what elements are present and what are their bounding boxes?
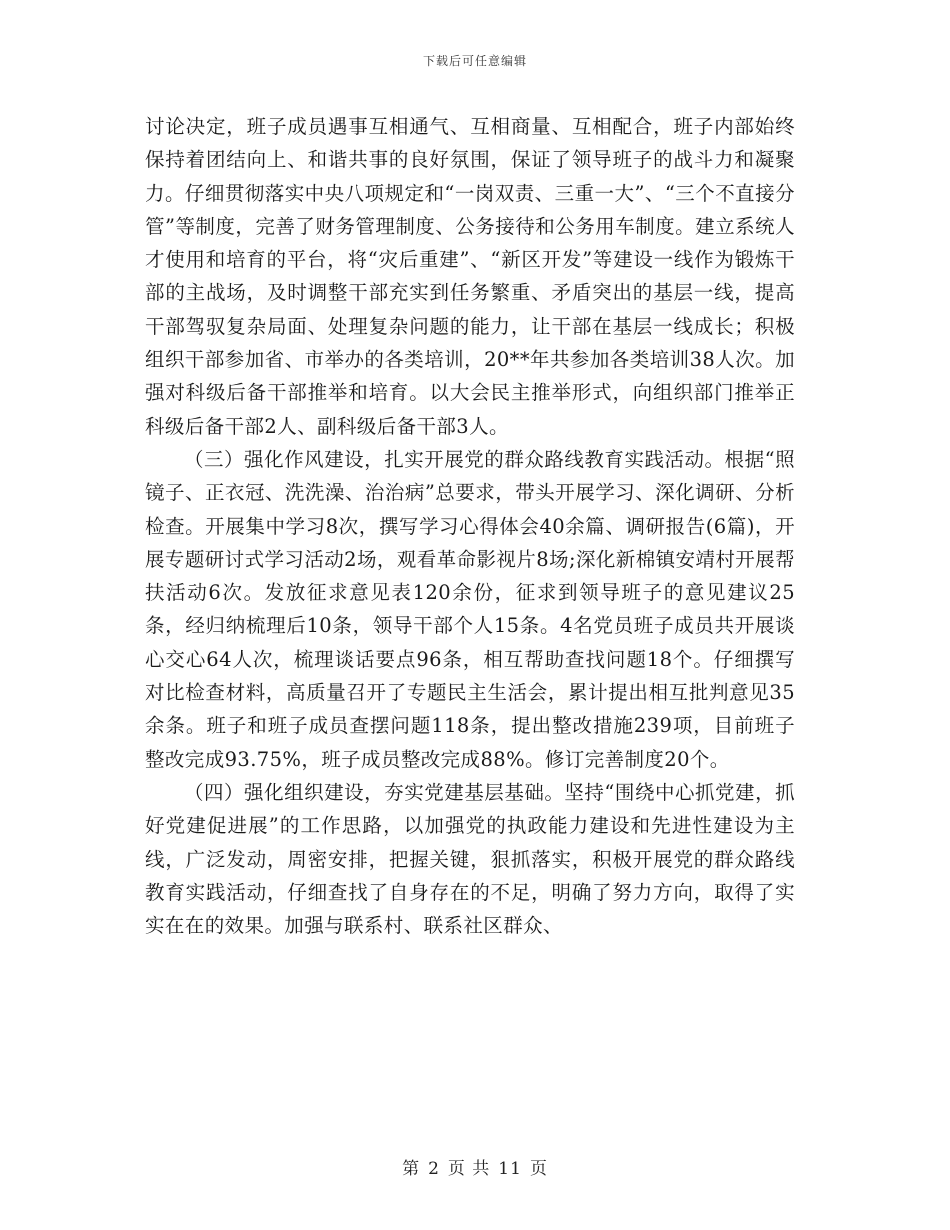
footer-prefix: 第	[402, 1159, 421, 1179]
paragraph-continuation: 讨论决定，班子成员遇事互相通气、互相商量、互相配合，班子内部始终保持着团结向上、和谐共事的良好氛围，保证了领导班子的战斗力和凝聚力。仔细贯彻落实中央八项规定和“一岗双责、三重一大”、“三个不直接分管”等制度，完善了财务管理制度、公务接待和公务用车制度。建立系统人才使用和培育的平台，将“灾后重建”、“新区开发”等建设一线作为锻炼干部的主战场，及时调整干部充实到任务繁重、矛盾突出的基层一线，提高干部驾驭复杂局面、处理复杂问题的能力，让干部在基层一线成长；积极组织干部参加省、市举办的各类培训，20**年共参加各类培训38人次。加强对科级后备干部推举和培育。以大会民主推举形式，向组织部门推举正科级后备干部2人、副科级后备干部3人。	[145, 115, 795, 438]
paragraph-section-three: （三）强化作风建设，扎实开展党的群众路线教育实践活动。根据“照镜子、正衣冠、洗洗澡、治治病”总要求，带头开展学习、深化调研、分析检查。开展集中学习8次，撰写学习心得体会40余篇、调研报告(6篇)，开展专题研讨式学习活动2场，观看革命影视片8场;深化新棉镇安靖村开展帮扶活动6次。发放征求意见表120余份，征求到领导班子的意见建议25条，经归纳梳理后10条，领导干部个人15条。4名党员班子成员共开展谈心交心64人次，梳理谈话要点96条，相互帮助查找问题18个。仔细撰写对比检查材料，高质量召开了专题民主生活会，累计提出相互批判意见35余条。班子和班子成员查摆问题118条，提出整改措施239项，目前班子整改完成93.75%，班子成员整改完成88%。修订完善制度20个。	[145, 447, 795, 771]
footer-middle: 页 共	[447, 1159, 491, 1179]
page-footer	[0, 1154, 950, 1179]
document-body	[145, 110, 795, 942]
total-pages-number: 11	[498, 1159, 522, 1179]
footer-suffix: 页	[529, 1159, 548, 1179]
current-page-number: 2	[428, 1159, 440, 1179]
paragraph-section-four: （四）强化组织建设，夯实党建基层基础。坚持“围绕中心抓党建，抓好党建促进展”的工作思路，以加强党的执政能力建设和先进性建设为主线，广泛发动，周密安排，把握关键，狠抓落实，积极开展党的群众路线教育实践活动，仔细查找了自身存在的不足，明确了努力方向，取得了实实在在的效果。加强与联系村、联系社区群众、	[145, 780, 795, 938]
page-header-note: 下载后可任意编辑	[422, 54, 527, 68]
